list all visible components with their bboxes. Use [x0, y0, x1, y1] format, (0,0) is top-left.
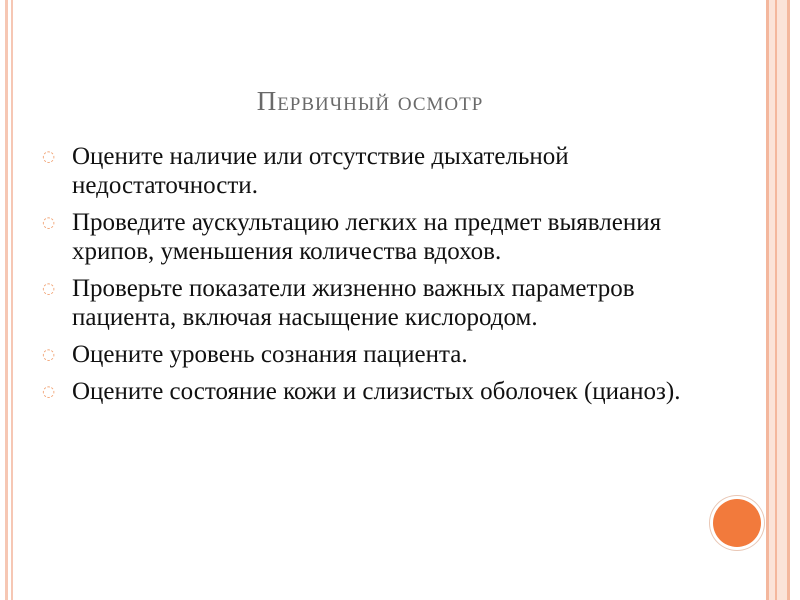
- bullet-list: [38, 142, 718, 414]
- bullet-text: Проведите аускультацию легких на предмет выявления хрипов, уменьшения количества вдохов.: [72, 209, 662, 265]
- bullet-icon: ◌: [42, 279, 56, 297]
- bullet-item: [38, 340, 718, 369]
- bullet-icon: ◌: [42, 382, 56, 400]
- right-border-line: [775, 0, 777, 600]
- bullet-icon: ◌: [42, 213, 56, 231]
- bullet-item: [38, 142, 718, 200]
- bullet-text: Оцените наличие или отсутствие дыхательной недостаточности.: [72, 143, 569, 199]
- bullet-text: Оцените уровень сознания пациента.: [72, 341, 468, 368]
- bullet-text: Проверьте показатели жизненно важных параметров пациента, включая насыщение кислородом.: [72, 275, 635, 331]
- bullet-item: [38, 274, 718, 332]
- bullet-icon: ◌: [42, 345, 56, 363]
- bullet-text: Оцените состояние кожи и слизистых оболочек (цианоз).: [72, 378, 681, 405]
- right-border-line: [766, 0, 769, 600]
- bullet-item: [38, 208, 718, 266]
- bullet-icon: ◌: [42, 147, 56, 165]
- accent-circle-decoration: [713, 499, 761, 547]
- slide-title: Первичный осмотр: [256, 86, 484, 116]
- bullet-item: [38, 377, 718, 406]
- right-border-line: [787, 0, 790, 600]
